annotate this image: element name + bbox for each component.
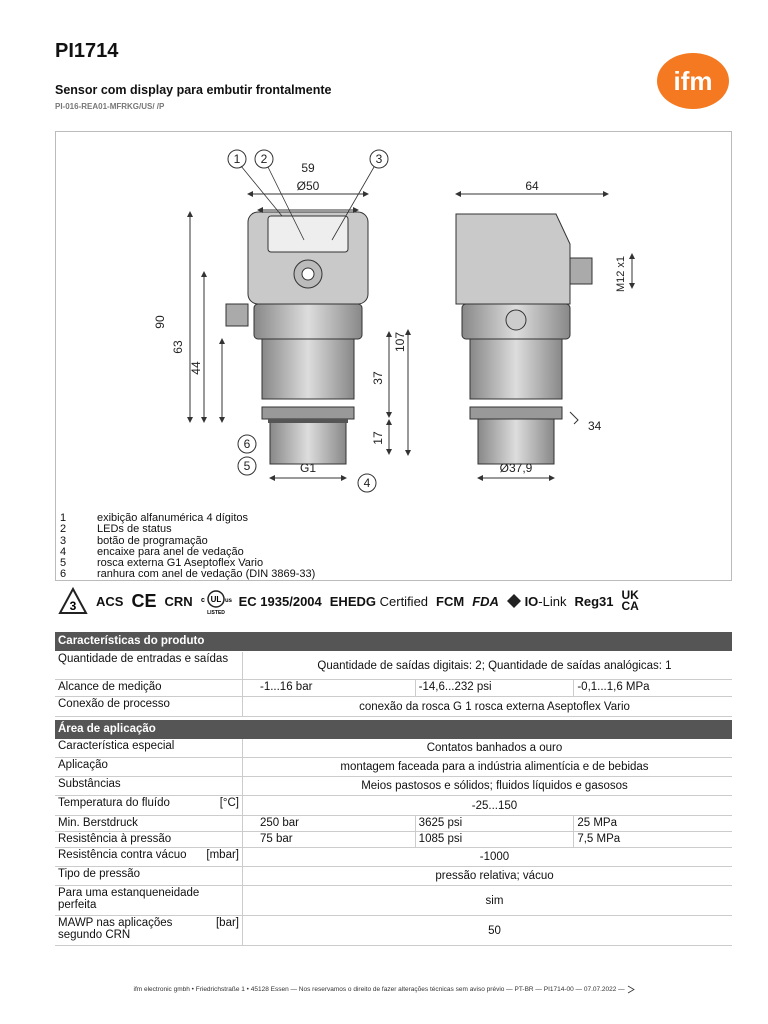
- table-row: Min. Berstdruck 250 bar 3625 psi 25 MPa: [55, 816, 732, 832]
- ehedg-logo: EHEDG Certified: [329, 593, 429, 609]
- ec-1935-logo: EC 1935/2004: [238, 593, 322, 609]
- table-row: MAWP nas aplicações segundo CRN [bar] 50: [55, 916, 732, 946]
- table-row: Temperatura do fluído [°C] -25...150: [55, 796, 732, 816]
- product-code: PI-016-REA01-MFRKG/US/ /P: [55, 102, 165, 111]
- io-link-logo: IO -Link: [507, 594, 567, 609]
- page-footer: ifm electronic gmbh • Friedrichstraße 1 • 45128 Essen — Nos reservamos o direito de fazer alterações técnicas sem aviso prévio — PT-BR — PI1714-00 — 07.07.2022 —: [0, 985, 768, 994]
- table-row: Resistência contra vácuo [mbar] -1000: [55, 848, 732, 867]
- acs-logo: ACS: [96, 593, 124, 609]
- side-view: [456, 179, 632, 478]
- page-title: PI1714: [55, 40, 119, 62]
- dim-44: 44: [189, 361, 203, 375]
- fcm-logo: FCM: [436, 593, 465, 609]
- legend-item: 3 botão de programação: [60, 534, 208, 547]
- 3a-sanitary-icon: [58, 587, 88, 615]
- callout-1: 1: [233, 152, 241, 166]
- section-header-product: Características do produto: [55, 632, 732, 651]
- ul-c-text: c: [200, 597, 205, 604]
- ifm-logo: [656, 52, 730, 110]
- table-row: Característica especial Contatos banhados a ouro: [55, 739, 732, 758]
- application-table: [55, 739, 732, 946]
- front-view: [153, 150, 408, 492]
- legend-item: 2 LEDs de status: [60, 523, 172, 536]
- io-link-icon: [507, 594, 521, 608]
- ul-listed-icon: [201, 587, 231, 615]
- page-marker-icon: [627, 985, 635, 994]
- legend-item: 5 rosca externa G1 Aseptoflex Vario: [60, 557, 264, 570]
- dim-m12: M12 x1: [615, 255, 627, 293]
- dim-63: 63: [171, 340, 185, 354]
- ce-logo: CE: [131, 590, 157, 611]
- section-header-application: Área de aplicação: [55, 720, 732, 739]
- legend-item: 4 encaixe para anel de vedação: [60, 545, 244, 558]
- callout-4: 4: [363, 476, 371, 490]
- certification-logos: [58, 585, 738, 617]
- dim-37-9: Ø37,9: [499, 461, 533, 475]
- legend-item: 6 ranhura com anel de vedação (DIN 3869-33): [60, 568, 316, 581]
- ukca-logo: UK CA: [621, 588, 639, 613]
- callout-5: 5: [243, 459, 251, 473]
- page-subtitle: Sensor com display para embutir frontalmente: [55, 83, 332, 97]
- dim-50: Ø50: [296, 179, 320, 193]
- callout-3: 3: [375, 152, 383, 166]
- table-row: Conexão de processo conexão da rosca G 1 rosca externa Aseptoflex Vario: [55, 697, 732, 717]
- product-table: [55, 652, 732, 717]
- fda-logo: FDA: [472, 593, 499, 609]
- ul-us-text: us: [224, 598, 232, 604]
- table-row: Aplicação montagem faceada para a indústria alimentícia e de bebidas: [55, 758, 732, 777]
- drawing-legend: [60, 513, 315, 581]
- dim-107: 107: [393, 331, 407, 353]
- dim-59: 59: [301, 161, 315, 175]
- legend-item: 1 exibição alfanumérica 4 dígitos: [60, 512, 249, 524]
- table-row: Alcance de medição -1...16 bar -14,6...232 psi -0,1...1,6 MPa: [55, 680, 732, 697]
- dim-g1: G1: [299, 461, 317, 475]
- logo-text: ifm: [673, 66, 713, 96]
- table-row: Para uma estanqueneidade perfeita sim: [55, 886, 732, 916]
- table-row: Substâncias Meios pastosos e sólidos; fluidos líquidos e gasosos: [55, 777, 732, 796]
- callout-2: 2: [260, 152, 268, 166]
- dim-37: 37: [371, 371, 385, 385]
- technical-drawing: [55, 131, 732, 581]
- table-row: Resistência à pressão 75 bar 1085 psi 7,5 MPa: [55, 832, 732, 848]
- ul-listed-text: LISTED: [206, 610, 225, 616]
- dim-64: 64: [525, 179, 539, 193]
- callout-6: 6: [243, 437, 251, 451]
- dim-90: 90: [153, 315, 167, 329]
- dim-wrench: 34: [588, 419, 602, 433]
- crn-logo: CRN: [164, 593, 193, 609]
- dim-17: 17: [371, 431, 385, 445]
- reg31-logo: Reg31: [574, 593, 614, 609]
- 3a-mark-text: 3: [69, 599, 77, 613]
- table-row: Quantidade de entradas e saídas Quantidade de saídas digitais: 2; Quantidade de saídas analógicas: 1: [55, 652, 732, 680]
- table-row: Tipo de pressão pressão relativa; vácuo: [55, 867, 732, 886]
- ul-main-text: UL: [210, 595, 221, 604]
